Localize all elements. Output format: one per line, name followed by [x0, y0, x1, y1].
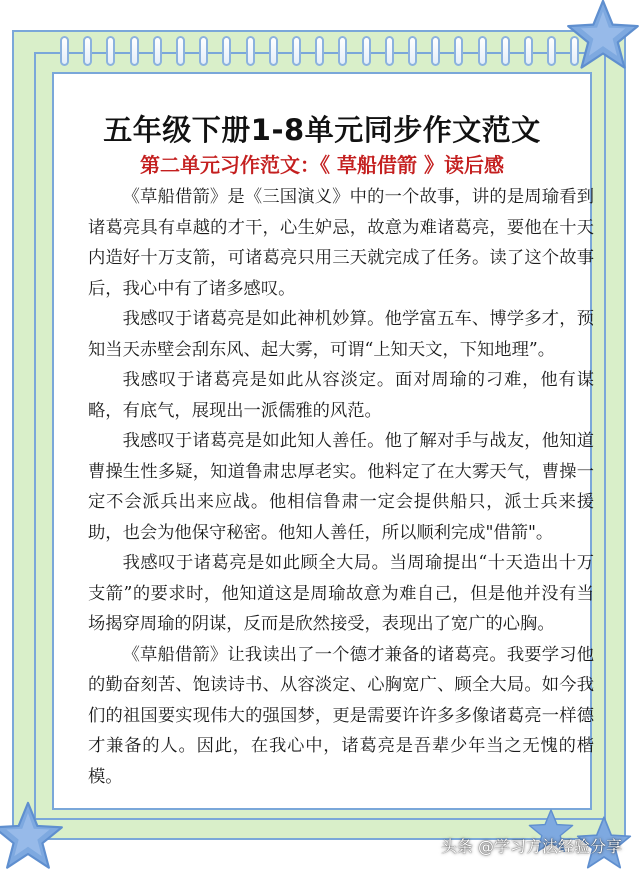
- ring-icon: [478, 36, 487, 66]
- essay-body: [88, 182, 594, 792]
- page-subtitle: 第二单元习作范文：《 草船借箭 》读后感: [140, 153, 504, 177]
- ring-icon: [431, 36, 440, 66]
- essay-paragraph: 我感叹于诸葛亮是如此从容淡定。面对周瑜的刁难，他有谋略，有底气，展现出一派儒雅的风范。: [88, 370, 594, 421]
- ring-icon: [292, 36, 301, 66]
- watermark: [441, 834, 622, 857]
- ring-icon: [362, 36, 371, 66]
- page-title: 五年级下册1-8单元同步作文范文: [103, 113, 541, 147]
- ring-icon: [222, 36, 231, 66]
- binder-rings: [46, 36, 606, 70]
- star-icon: [0, 800, 64, 872]
- ring-icon: [130, 36, 139, 66]
- ring-icon: [106, 36, 115, 66]
- ring-icon: [501, 36, 510, 66]
- essay-paragraph: 我感叹于诸葛亮是如此神机妙算。他学富五车、博学多才，预知当天赤壁会刮东风、起大雾，可谓“上知天文，下知地理”。: [88, 309, 594, 360]
- ring-icon: [524, 36, 533, 66]
- ring-icon: [454, 36, 463, 66]
- ring-icon: [547, 36, 556, 66]
- essay-paragraph: 《草船借箭》是《三国演义》中的一个故事，讲的是周瑜看到诸葛亮具有卓越的才干，心生妒忌，故意为难诸葛亮，要他在十天内造好十万支箭，可诸葛亮只用三天就完成了任务。读了这个故事后，我心中有了诸多感叹。: [88, 187, 594, 299]
- ring-icon: [153, 36, 162, 66]
- ring-icon: [83, 36, 92, 66]
- ring-icon: [385, 36, 394, 66]
- ring-icon: [176, 36, 185, 66]
- ring-icon: [199, 36, 208, 66]
- ring-icon: [408, 36, 417, 66]
- ring-icon: [60, 36, 69, 66]
- ring-icon: [315, 36, 324, 66]
- essay-paragraph: 我感叹于诸葛亮是如此顾全大局。当周瑜提出“十天造出十万支箭”的要求时，他知道这是周瑜故意为难自己，但是他并没有当场揭穿周瑜的阴谋，反而是欣然接受，表现出了宽广的心胸。: [88, 553, 594, 634]
- ring-icon: [338, 36, 347, 66]
- essay-paragraph: 《草船借箭》让我读出了一个德才兼备的诸葛亮。我要学习他的勤奋刻苦、饱读诗书、从容淡定、心胸宽广、顾全大局。如今我们的祖国要实现伟大的强国梦，更是需要许许多多像诸葛亮一样德才兼备的人。因此，在我心中，诸葛亮是吾辈少年当之无愧的楷模。: [88, 644, 594, 787]
- essay-paragraph: 我感叹于诸葛亮是如此知人善任。他了解对手与战友，他知道曹操生性多疑，知道鲁肃忠厚老实。他料定了在大雾天气，曹操一定不会派兵出来应战。他相信鲁肃一定会提供船只，派士兵来援助，也会为他保守秘密。他知人善任，所以顺利完成"借箭"。: [88, 431, 594, 543]
- ring-icon: [269, 36, 278, 66]
- star-icon: [566, 0, 640, 72]
- watermark-text: 头条 @学习方法经验分享: [440, 837, 622, 856]
- ring-icon: [246, 36, 255, 66]
